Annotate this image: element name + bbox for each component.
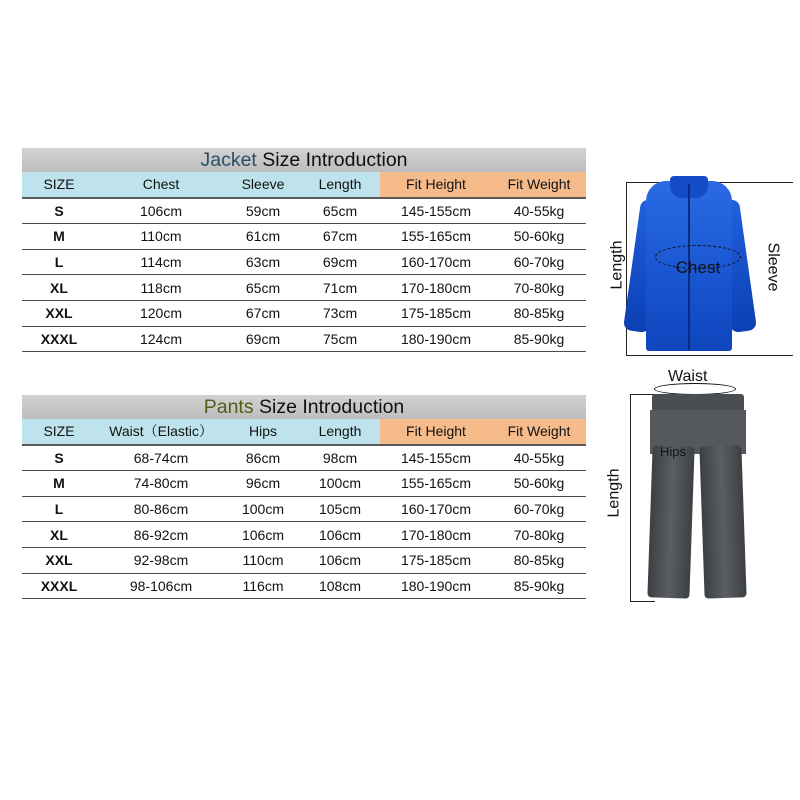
size-cell: S [54, 449, 64, 466]
size-cell: XL [50, 526, 68, 543]
table-row [22, 574, 586, 600]
size-cell: L [54, 254, 64, 271]
jacket-size-table [22, 148, 586, 352]
fit-weight-cell: 50-60kg [513, 228, 565, 245]
hips-cell: 110cm [242, 552, 284, 569]
pants-header-row [22, 419, 586, 446]
sleeve-cell: 65cm [245, 279, 281, 296]
hips-cell: 96cm [245, 475, 281, 492]
fit-weight-cell: 85-90kg [513, 330, 565, 347]
length-cell: 71cm [322, 279, 358, 296]
fit-height-cell: 170-180cm [400, 279, 472, 296]
fit-height-cell: 175-185cm [400, 552, 472, 569]
chest-cell: 118cm [140, 279, 182, 296]
waist-label: Waist [668, 368, 708, 385]
fit-weight-cell: 60-70kg [513, 254, 565, 271]
fit-height-cell: 155-165cm [400, 475, 472, 492]
chest-cell: 120cm [139, 305, 183, 322]
length-cell: 67cm [322, 228, 358, 245]
length-cell: 106cm [318, 526, 362, 543]
jacket-title-rest: Size Introduction [256, 149, 408, 171]
fit-height-cell: 170-180cm [400, 526, 472, 543]
hips-label: Hips [660, 444, 687, 459]
header-hips: Hips [248, 423, 277, 439]
size-cell: XXL [45, 552, 73, 569]
header-fit-height: Fit Height [380, 172, 492, 197]
fit-height-cell: 155-165cm [400, 228, 472, 245]
sleeve-cell: 67cm [245, 305, 281, 322]
chest-label: Chest [675, 258, 721, 277]
header-size: SIZE [43, 423, 75, 439]
pants-table-title [22, 395, 586, 419]
fit-weight-cell: 80-85kg [513, 552, 565, 569]
table-row [22, 199, 586, 225]
fit-weight-cell: 50-60kg [513, 475, 565, 492]
table-row [22, 224, 586, 250]
chest-cell: 124cm [139, 330, 183, 347]
header-sleeve: Sleeve [241, 176, 285, 192]
pants-size-table [22, 395, 586, 599]
fit-height-cell: 145-155cm [400, 449, 472, 466]
jacket-length-label: Length [608, 240, 626, 290]
header-length: Length [318, 423, 362, 439]
pants-title-accent: Pants [203, 396, 254, 418]
fit-height-cell: 175-185cm [400, 305, 472, 322]
table-row [22, 301, 586, 327]
hips-cell: 116cm [242, 577, 284, 594]
size-cell: XL [50, 279, 68, 296]
table-row [22, 548, 586, 574]
hips-cell: 106cm [241, 526, 285, 543]
length-cell: 105cm [318, 501, 362, 518]
length-cell: 106cm [318, 552, 362, 569]
header-waist: Waist（Elastic） [109, 423, 213, 439]
length-cell: 98cm [322, 449, 358, 466]
fit-height-cell: 160-170cm [400, 501, 472, 518]
table-row [22, 275, 586, 301]
sleeve-cell: 63cm [245, 254, 281, 271]
chest-cell: 106cm [139, 202, 183, 219]
fit-height-cell: 145-155cm [400, 202, 472, 219]
length-cell: 75cm [322, 330, 358, 347]
jacket-title-accent: Jacket [200, 149, 257, 171]
pants-measurement-figure [598, 368, 798, 608]
length-cell: 73cm [322, 305, 358, 322]
waist-cell: 74-80cm [133, 475, 189, 492]
header-fit-height: Fit Height [380, 419, 492, 444]
header-chest: Chest [142, 176, 180, 192]
hips-cell: 86cm [245, 449, 281, 466]
pants-left-leg [647, 445, 694, 598]
length-cell: 69cm [322, 254, 358, 271]
table-row [22, 250, 586, 276]
header-size: SIZE [43, 176, 75, 192]
table-row [22, 471, 586, 497]
jacket-header-row [22, 172, 586, 199]
header-fit-weight: Fit Weight [492, 172, 586, 197]
size-cell: M [53, 475, 65, 492]
chest-cell: 110cm [140, 228, 182, 245]
pants-title-rest: Size Introduction [253, 396, 405, 418]
fit-height-cell: 160-170cm [400, 254, 472, 271]
pants-length-label: Length [605, 468, 623, 518]
fit-weight-cell: 40-55kg [513, 449, 565, 466]
waist-cell: 86-92cm [133, 526, 189, 543]
table-row [22, 497, 586, 523]
length-cell: 65cm [322, 202, 358, 219]
pants-right-leg [699, 445, 746, 598]
sleeve-cell: 61cm [245, 228, 281, 245]
table-row [22, 522, 586, 548]
fit-weight-cell: 70-80kg [513, 526, 565, 543]
jacket-table-title [22, 148, 586, 172]
fit-height-cell: 180-190cm [400, 577, 472, 594]
header-fit-weight: Fit Weight [492, 419, 586, 444]
waist-cell: 98-106cm [129, 577, 193, 594]
header-length: Length [318, 176, 362, 192]
table-row [22, 446, 586, 472]
table-row [22, 327, 586, 353]
size-cell: L [54, 501, 64, 518]
length-cell: 108cm [318, 577, 362, 594]
fit-weight-cell: 40-55kg [513, 202, 565, 219]
size-cell: M [53, 228, 65, 245]
jacket-sleeve-label: Sleeve [764, 242, 782, 292]
sleeve-cell: 69cm [245, 330, 281, 347]
sleeve-cell: 59cm [245, 202, 281, 219]
size-cell: S [54, 202, 64, 219]
hips-cell: 100cm [241, 501, 285, 518]
waist-cell: 80-86cm [133, 501, 189, 518]
jacket-measurement-figure [602, 176, 798, 360]
waist-cell: 92-98cm [133, 552, 189, 569]
fit-weight-cell: 70-80kg [513, 279, 565, 296]
chest-cell: 114cm [140, 254, 182, 271]
size-cell: XXXL [40, 577, 78, 594]
size-cell: XXXL [40, 330, 78, 347]
length-cell: 100cm [318, 475, 362, 492]
waist-cell: 68-74cm [133, 449, 189, 466]
fit-weight-cell: 60-70kg [513, 501, 565, 518]
fit-weight-cell: 80-85kg [513, 305, 565, 322]
size-cell: XXL [45, 305, 73, 322]
fit-height-cell: 180-190cm [400, 330, 472, 347]
fit-weight-cell: 85-90kg [513, 577, 565, 594]
